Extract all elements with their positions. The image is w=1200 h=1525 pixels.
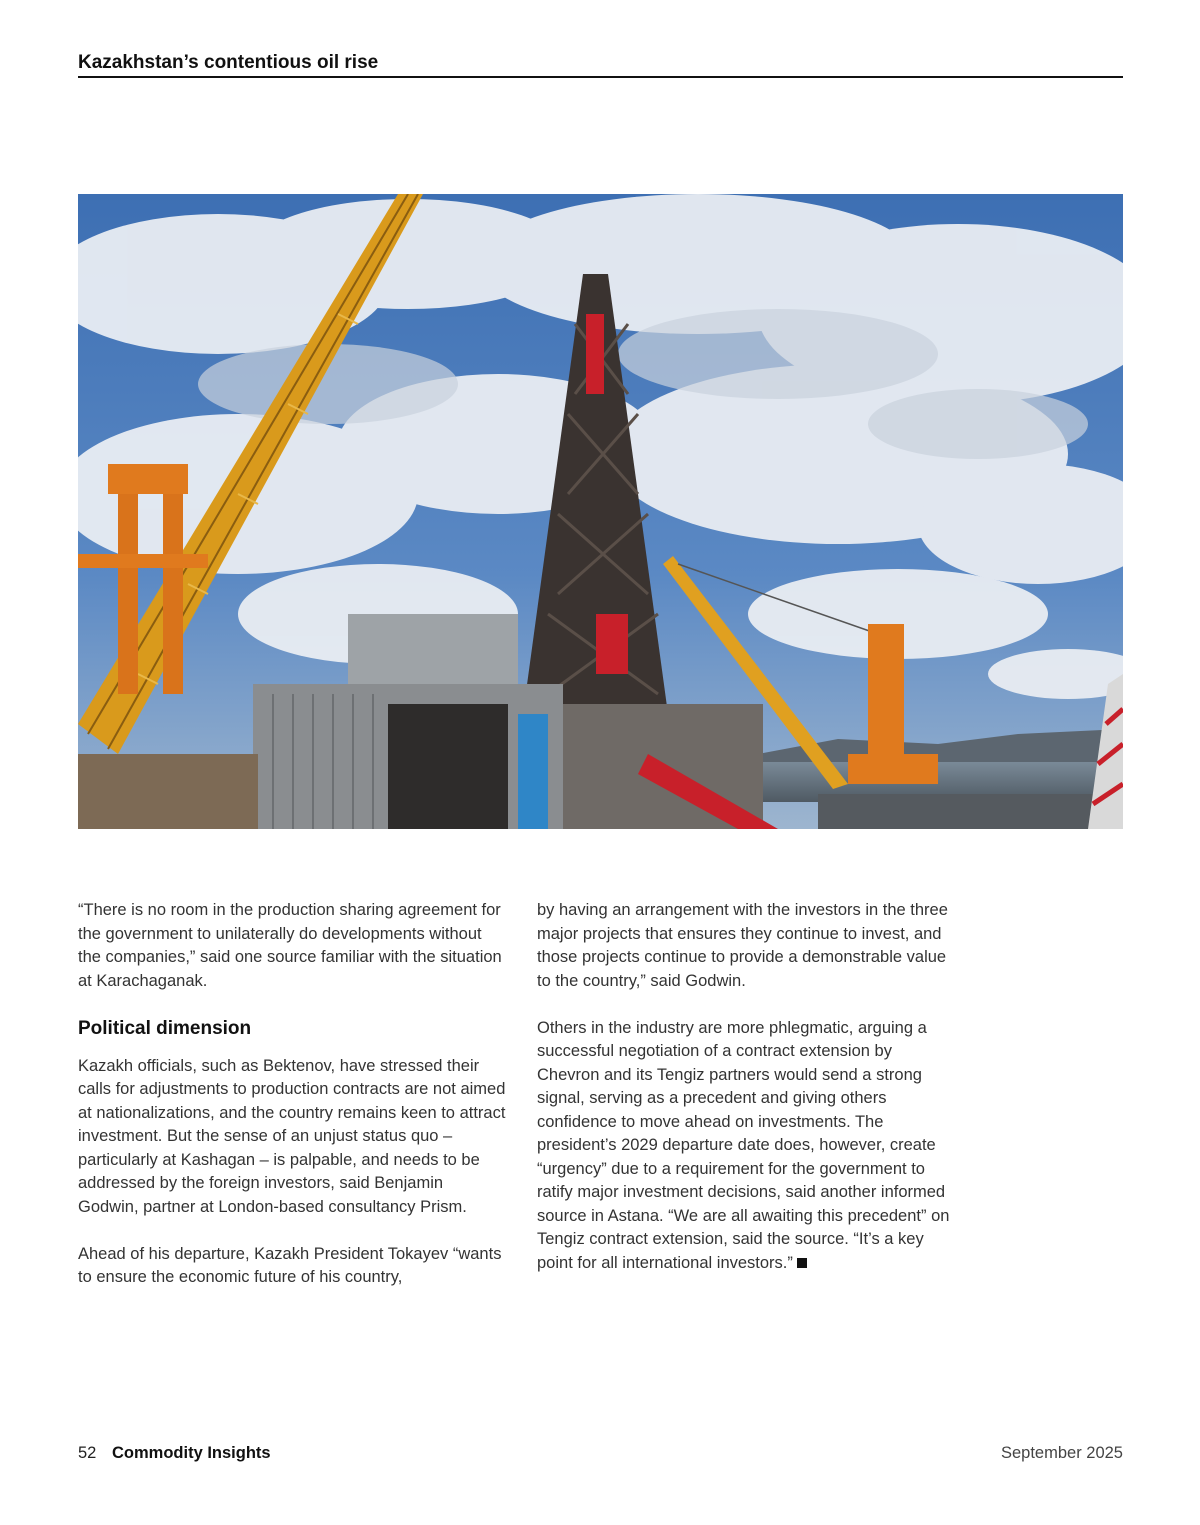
page-header [78,52,1123,78]
closing-text: Others in the industry are more phlegmatic, arguing a successful negotiation of a contract extension by Chevron and its Tengiz partners would send a strong signal, serving as a precedent and giving others confidence to move ahead on investments. The president’s 2029 departure date does, however, create “urgency” due to a requirement for the government to ratify major investment decisions, said another informed source in Astana. “We are all awaiting this precedent” on Tengiz contract extension, said the source. “It’s a key point for all international investors.” [537,1018,950,1272]
page-number: 52 [78,1444,97,1462]
left-column [78,899,508,1313]
page-footer [78,1444,1123,1466]
section-heading: Political dimension [78,1017,252,1039]
oil-rig-photo [78,194,1123,829]
quote-paragraph: “There is no room in the production sharing agreement for the government to unilaterally do developments without the companies,” said one source familiar with the situation at Karachaganak. [78,901,502,990]
closing-paragraph [537,1017,957,1276]
issue-date: September 2025 [1000,1444,1123,1462]
end-of-article-icon [797,1258,807,1268]
section-title: Kazakhstan’s contentious oil rise [78,52,379,73]
body-paragraph: Kazakh officials, such as Bektenov, have stressed their calls for adjustments to production contracts are not aimed at nationalizations, and the country remains keen to attract investment. But the sense of an unjust status quo – particularly at Kashagan – is palpable, and needs to be addressed by the foreign investors, said Benjamin Godwin, partner at London-based consultancy Prism. [78,1056,506,1216]
body-paragraph: by having an arrangement with the investors in the three major projects that ensures they continue to invest, and those projects continue to provide a demonstrable value to the country,” said Godwin. [537,901,948,990]
right-column [537,899,957,1299]
body-paragraph: Ahead of his departure, Kazakh President Tokayev “wants to ensure the economic future of his country, [78,1244,502,1286]
publication-name: Commodity Insights [112,1444,271,1462]
